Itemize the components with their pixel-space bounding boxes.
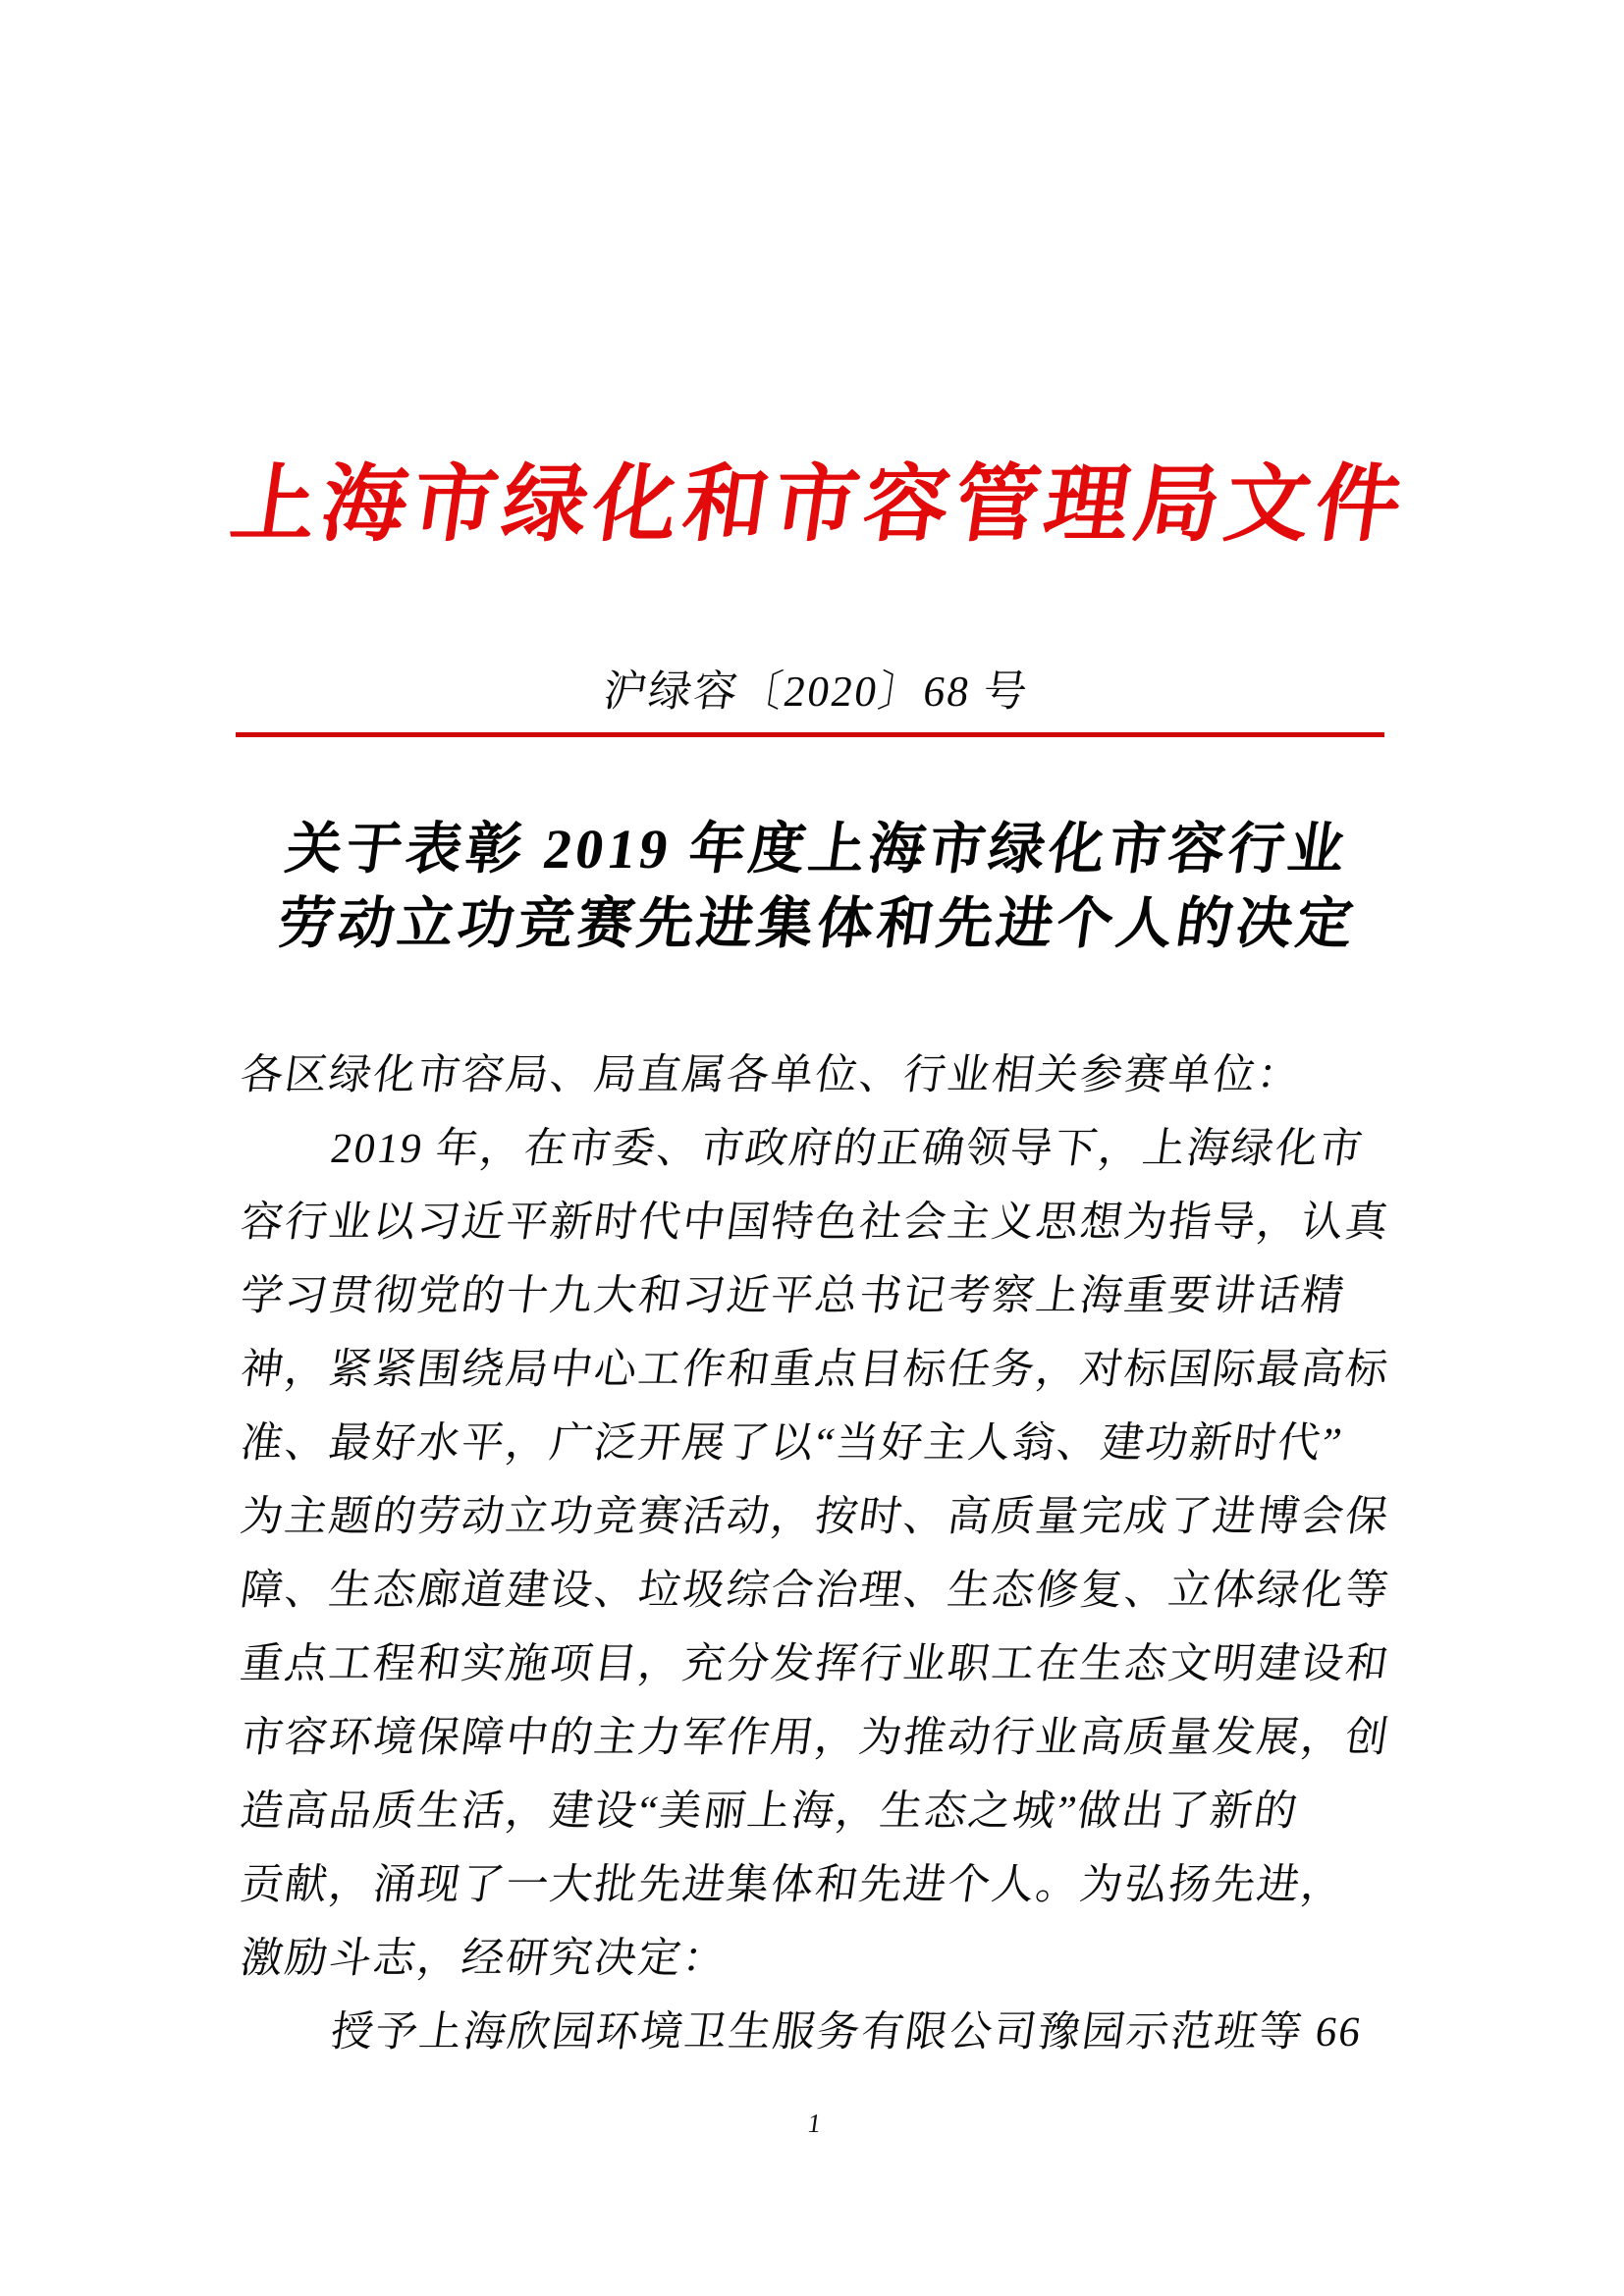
document-title-line-2: 劳动立功竞赛先进集体和先进个人的决定 [273, 893, 1361, 955]
document-title [198, 813, 1426, 962]
body-line: 贡献，涌现了一大批先进集体和先进个人。为弘扬先进， [237, 1862, 1349, 1908]
body-line: 2019 年，在市委、市政府的正确领导下，上海绿化市 [327, 1126, 1368, 1172]
document-number: 沪绿容〔2020〕68 号 [600, 667, 1033, 716]
red-divider-rule [236, 732, 1384, 737]
body-line: 障、生态廊道建设、垃圾综合治理、生态修复、立体绿化等 [237, 1568, 1393, 1614]
document-body [236, 1039, 1393, 2069]
body-line: 激励斗志，经研究决定： [237, 1936, 731, 1982]
body-line: 授予上海欣园环境卫生服务有限公司豫园示范班等 66 [327, 2009, 1366, 2056]
body-line: 重点工程和实施项目，充分发挥行业职工在生态文明建设和 [237, 1641, 1393, 1687]
body-line: 造高品质生活，建设“美丽上海，生态之城”做出了新的 [237, 1789, 1302, 1835]
body-line: 容行业以习近平新时代中国特色社会主义思想为指导，认真 [237, 1200, 1393, 1246]
document-header-title: 上海市绿化和市容管理局文件 [225, 457, 1414, 552]
body-line: 神，紧紧围绕局中心工作和重点目标任务，对标国际最高标 [237, 1347, 1393, 1393]
body-line: 市容环境保障中的主力军作用，为推动行业高质量发展，创 [237, 1715, 1393, 1761]
document-title-line-1: 关于表彰 2019 年度上海市绿化市容行业 [282, 819, 1353, 881]
body-line: 各区绿化市容局、局直属各单位、行业相关参赛单位： [237, 1052, 1305, 1098]
body-line: 准、最好水平，广泛开展了以“当好主人翁、建功新时代” [237, 1420, 1346, 1467]
body-line: 学习贯彻党的十九大和习近平总书记考察上海重要讲话精 [237, 1273, 1349, 1319]
page-number: 1 [805, 2109, 824, 2138]
body-line: 为主题的劳动立功竞赛活动，按时、高质量完成了进博会保 [237, 1494, 1393, 1540]
